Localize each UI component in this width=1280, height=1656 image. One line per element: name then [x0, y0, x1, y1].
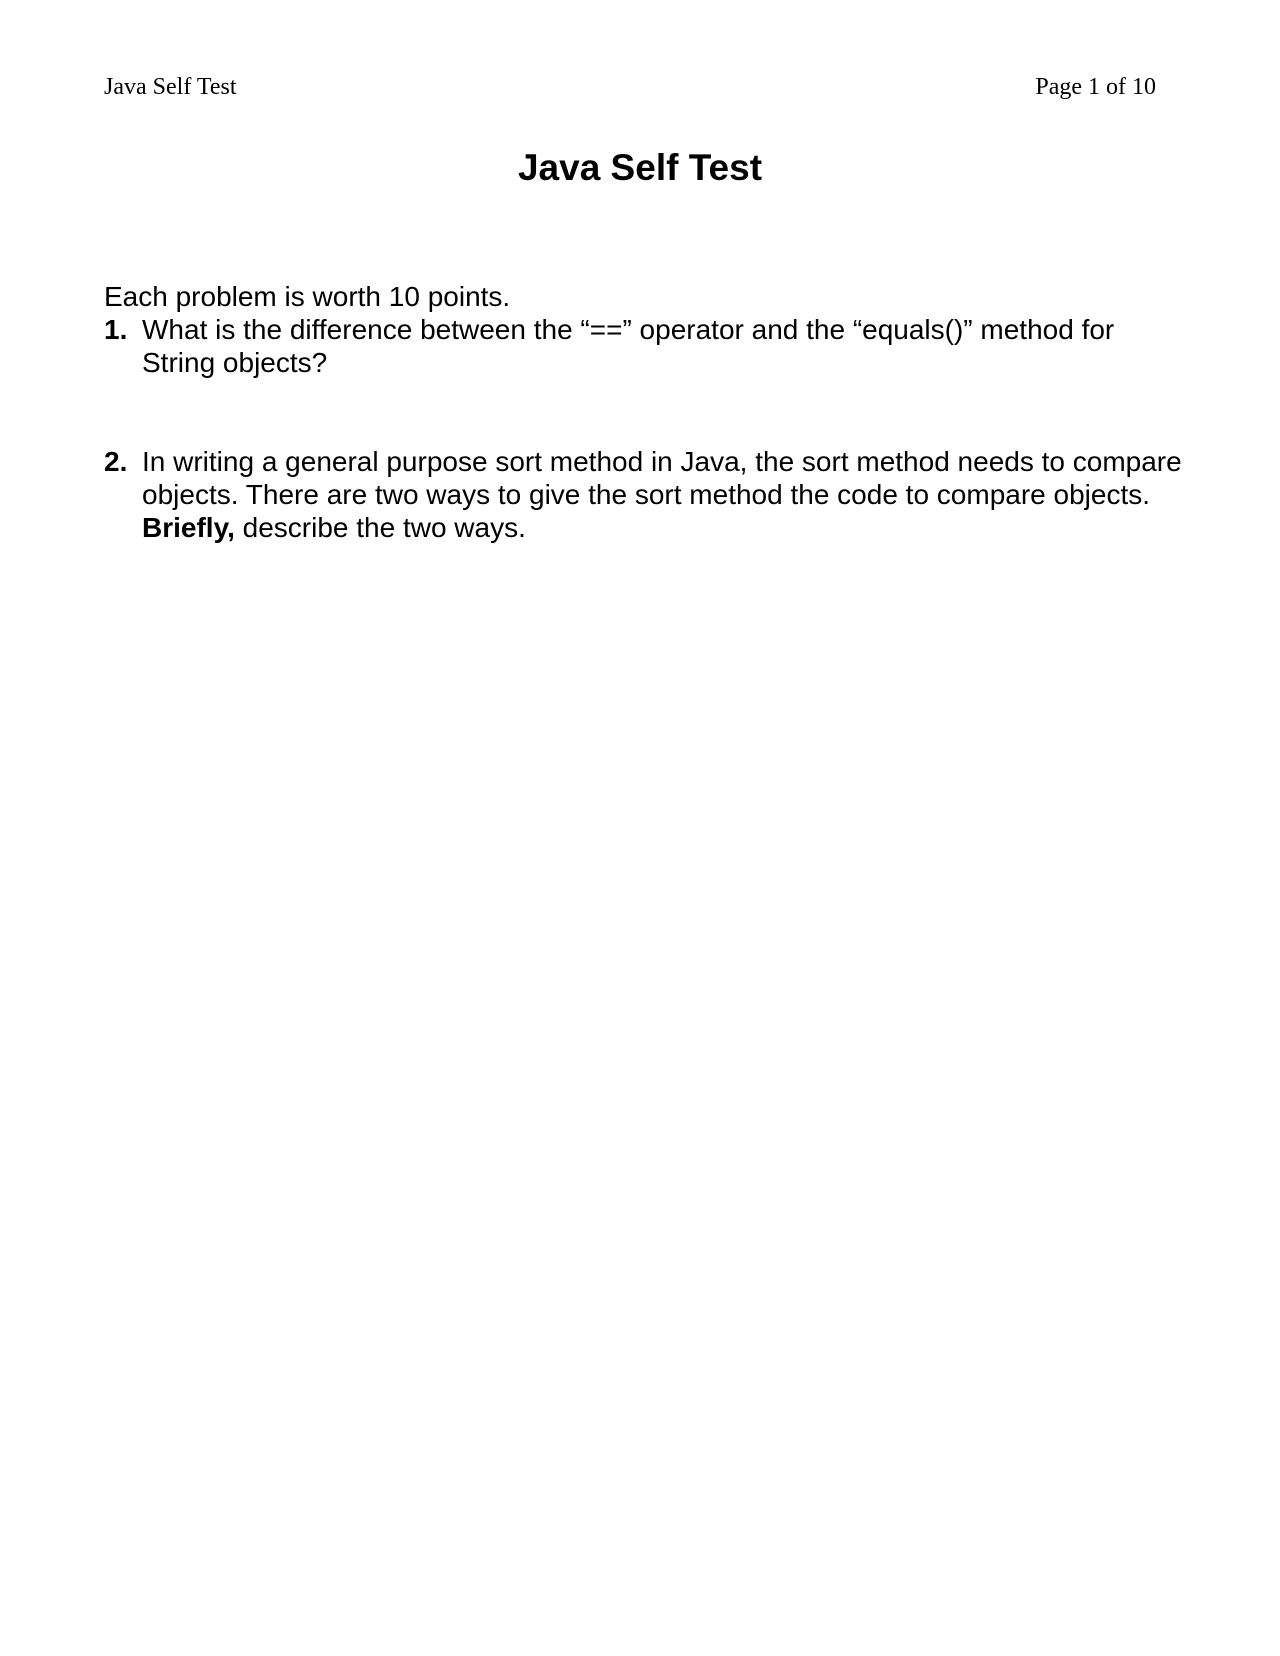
question-1-text: What is the difference between the “==” operator and the “equals()” method for String objects? [142, 314, 1115, 378]
question-1-number: 1. [104, 314, 128, 345]
question-2-number: 2. [104, 446, 128, 477]
intro-text: Each problem is worth 10 points. [104, 281, 511, 312]
question-2-text-end: describe the two ways. [242, 512, 526, 543]
question-2 [104, 445, 1184, 544]
page-number: Page 1 of 10 [1035, 74, 1156, 100]
question-1 [104, 313, 1184, 379]
question-2-emphasis: Briefly, [142, 512, 235, 543]
document-body [104, 280, 1184, 544]
document-title: Java Self Test [517, 147, 763, 188]
question-2-text: In writing a general purpose sort method in Java, the sort method needs to compare objects. There are two ways to give the sort method the code to compare objects. [142, 446, 1182, 510]
running-header-title: Java Self Test [104, 74, 237, 100]
